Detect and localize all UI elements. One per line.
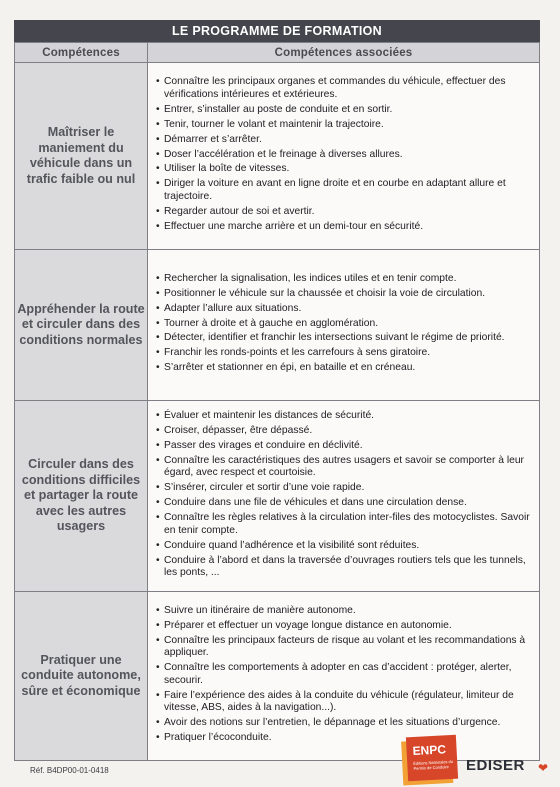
competence-cell: Appréhender la route et circuler dans des conditions normales [15,250,148,401]
list-item: • Adapter l’allure aux situations. [156,303,533,316]
list-item: • Doser l’accélération et le freinage à diverses allures. [156,149,533,162]
header-competences-associees: Compétences associées [148,43,540,63]
training-program-sheet [14,20,540,761]
header-competences: Compétences [15,43,148,63]
enpc-logo [406,735,458,782]
list-item: • Conduire dans une file de véhicules et dans une circulation dense. [156,497,533,510]
table-row [15,401,540,592]
list-item: • Rechercher la signalisation, les indices utiles et en tenir compte. [156,273,533,286]
list-item: • Détecter, identifier et franchir les intersections suivant le régime de priorité. [156,332,533,345]
heart-icon: ❤ [538,761,549,775]
list-item: • Positionner le véhicule sur la chaussée et choisir la voie de circulation. [156,288,533,301]
enpc-logo-text: ENPC [412,742,447,758]
skills-list [148,71,539,241]
list-item: • Passer des virages et conduire en déclivité. [156,440,533,453]
list-item: • Évaluer et maintenir les distances de sécurité. [156,410,533,423]
list-item: • Connaître les principaux organes et commandes du véhicule, effectuer des vérifications intérieures et extérieures. [156,76,533,101]
program-title: LE PROGRAMME DE FORMATION [14,20,540,42]
list-item: • S’arrêter et stationner en épi, en bataille et en créneau. [156,362,533,375]
list-item: • Conduire quand l’adhérence et la visibilité sont réduites. [156,540,533,553]
program-table [14,42,540,761]
list-item: • Conduire à l’abord et dans la traversée d’ouvrages routiers tels que les tunnels, les ponts, ... [156,555,533,580]
competence-cell: Maîtriser le maniement du véhicule dans un trafic faible ou nul [15,63,148,250]
reference-number: Réf. B4DP00-01-0418 [30,766,109,775]
list-item: • Utiliser la boîte de vitesses. [156,163,533,176]
ediser-logo: EDISER [466,757,525,774]
list-item: • Entrer, s’installer au poste de conduite et en sortir. [156,104,533,117]
associated-skills-cell [148,401,540,592]
list-item: • Préparer et effectuer un voyage longue distance en autonomie. [156,620,533,633]
associated-skills-cell [148,250,540,401]
list-item: • Démarrer et s’arrêter. [156,134,533,147]
list-item: • Tenir, tourner le volant et maintenir la trajectoire. [156,119,533,132]
list-item: • Connaître les règles relatives à la circulation inter-files des motocyclistes. Savoir en tenir compte. [156,512,533,537]
list-item: • Connaître les caractéristiques des autres usagers et savoir se comporter à leur égard, avec respect et courtoisie. [156,455,533,480]
associated-skills-cell [148,63,540,250]
list-item: • Pratiquer l’écoconduite. [156,732,533,745]
list-item: • Diriger la voiture en avant en ligne droite et en courbe en adaptant allure et trajectoire. [156,178,533,203]
skills-list [148,268,539,383]
list-item: • Croiser, dépasser, être dépassé. [156,425,533,438]
competence-cell: Circuler dans des conditions difficiles et partager la route avec les autres usagers [15,401,148,592]
table-row [15,63,540,250]
list-item: • Regarder autour de soi et avertir. [156,206,533,219]
table-row [15,592,540,761]
list-item: • Franchir les ronds-points et les carrefours à sens giratoire. [156,347,533,360]
table-row [15,250,540,401]
skills-list [148,405,539,588]
list-item: • Faire l’expérience des aides à la conduite du véhicule (régulateur, limiteur de vitesse, ABS, aides à la navigation...). [156,690,533,715]
list-item: • Connaître les comportements à adopter en cas d’accident : protéger, alerter, secourir. [156,662,533,687]
enpc-logo-subtext: Éditions Nationales du Permis de Conduire [413,758,454,771]
associated-skills-cell [148,592,540,761]
list-item: • Connaître les principaux facteurs de risque au volant et les recommandations à appliquer. [156,635,533,660]
table-header-row [15,43,540,63]
list-item: • Avoir des notions sur l’entretien, le dépannage et les situations d’urgence. [156,717,533,730]
list-item: • Effectuer une marche arrière et un demi-tour en sécurité. [156,221,533,234]
skills-list [148,600,539,753]
competence-cell: Pratiquer une conduite autonome, sûre et économique [15,592,148,761]
list-item: • Tourner à droite et à gauche en agglomération. [156,318,533,331]
list-item: • Suivre un itinéraire de manière autonome. [156,605,533,618]
list-item: • S’insérer, circuler et sortir d’une voie rapide. [156,482,533,495]
